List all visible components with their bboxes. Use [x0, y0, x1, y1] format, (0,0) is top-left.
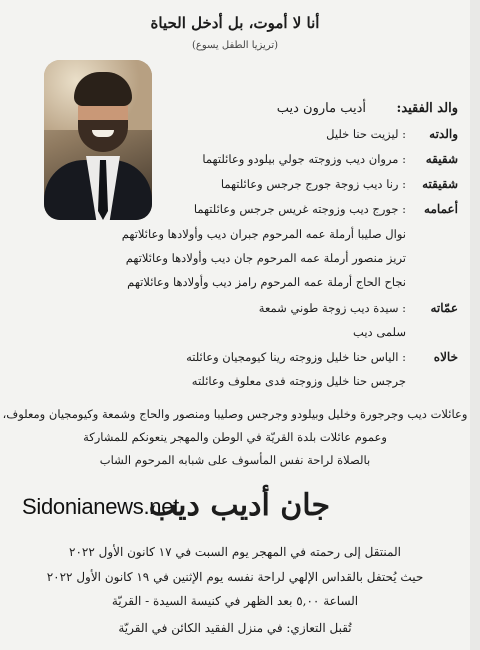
maternal-uncles-value-1: : الياس حنا خليل وزوجته رينا كيومجيان وعائلته — [186, 350, 406, 364]
family-row-uncles-4 — [0, 275, 470, 295]
brother-label: شقيقه — [425, 152, 458, 166]
family-row-uncles-2 — [0, 227, 470, 247]
page-edge — [470, 0, 480, 650]
families-line-1: وعائلات ديب وجرجورة وخليل وبيلودو وجرجس وصليبا ومنصور والحاج وشمعة وكيومجيان ومعلوف، — [2, 407, 468, 421]
quote-heading: أنا لا أموت، بل أدخل الحياة — [150, 14, 320, 32]
family-row-aunts-2 — [0, 325, 470, 345]
father-label: والد الفقيد: — [396, 101, 458, 116]
aunts-label: عمّاته — [430, 301, 458, 315]
uncles-label: أعمامه — [424, 202, 458, 216]
announcement-line-1: المنتقل إلى رحمته في المهجر يوم السبت في ١٧ كانون الأول ٢٠٢٢ — [69, 545, 401, 559]
sister-value: : رنا ديب زوجة جورج جرجس وعائلتهما — [220, 177, 406, 191]
quote-source: (تريزيا الطفل يسوع) — [191, 40, 279, 51]
uncles-value-2: نوال صليبا أرملة عمه المرحوم جبران ديب وأولادها وعائلاتهم — [121, 227, 406, 241]
family-row-maternal-uncles-2 — [0, 374, 470, 394]
mother-value: : ليزيت حنا خليل — [326, 127, 406, 141]
mother-label: والدته — [429, 127, 458, 141]
family-row-maternal-uncles — [0, 350, 470, 370]
deceased-name: جان أديب ديب — [148, 488, 330, 523]
families-line-3: بالصلاة لراحة نفس المأسوف على شبابه المرحوم الشاب — [99, 453, 371, 467]
watermark-text: Sidonianews.net — [22, 494, 179, 519]
announcement-line-3: الساعة ٥,٠٠ بعد الظهر في كنيسة السيدة - القريّة — [111, 594, 359, 608]
family-row-aunts — [0, 301, 470, 321]
maternal-uncles-value-2: جرجس حنا خليل وزوجته فدى معلوف وعائلته — [191, 374, 406, 388]
maternal-uncles-label: خالاه — [433, 350, 458, 364]
brother-value: : مروان ديب وزوجته جولي بيلودو وعائلتهما — [202, 152, 406, 166]
families-line-2: وعموم عائلات بلدة القريّة في الوطن والمهجر ينعونكم للمشاركة — [83, 430, 387, 444]
father-value: أديب مارون ديب — [276, 101, 366, 116]
uncles-value-1: : جورج ديب وزوجته غريس جرجس وعائلتهما — [193, 202, 406, 216]
family-row-sister — [0, 177, 470, 197]
family-row-brother — [0, 152, 470, 172]
family-row-uncles — [0, 202, 470, 222]
family-row-uncles-3 — [0, 251, 470, 271]
family-row-mother — [0, 127, 470, 147]
uncles-value-4: نجاح الحاج أرملة عمه المرحوم رامز ديب وأولادها وعائلاتهم — [127, 275, 406, 289]
sister-label: شقيقته — [422, 177, 458, 191]
family-row-father — [0, 101, 470, 121]
announcement-line-4: تُقبل التعازي: في منزل الفقيد الكائن في القريّة — [118, 621, 352, 635]
aunts-value-1: : سيدة ديب زوجة طوني شمعة — [258, 301, 406, 315]
announcement-line-2: حيث يُحتفل بالقداس الإلهي لراحة نفسه يوم الإثنين في ١٩ كانون الأول ٢٠٢٢ — [46, 570, 424, 584]
aunts-value-2: سلمى ديب — [353, 325, 406, 339]
uncles-value-3: تريز منصور أرملة عمه المرحوم جان ديب وأولادها وعائلاتهم — [125, 251, 406, 265]
